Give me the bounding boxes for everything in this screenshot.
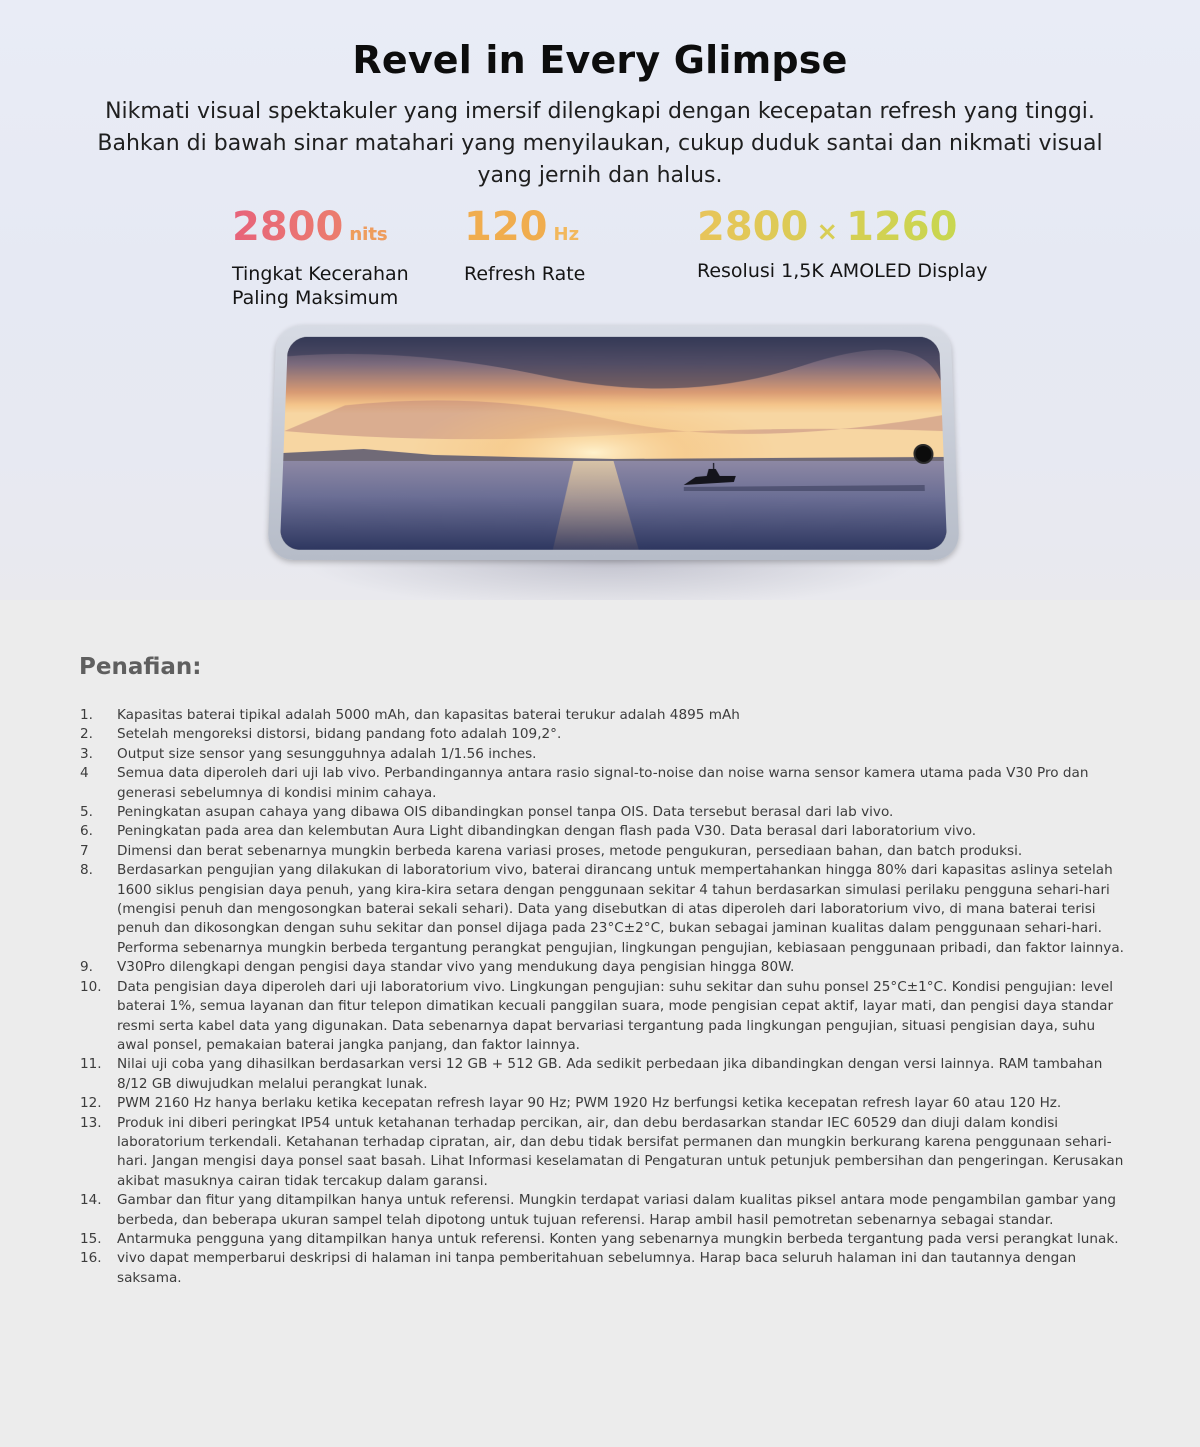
item-number: 1. <box>80 707 93 723</box>
item-text: Semua data diperoleh dari uji lab vivo. Perbandingannya antara rasio signal-to-noise dan noise warna sensor kamera utama pada V30 Pro dan generasi sebelumnya di kondisi minim cahaya. <box>117 765 1089 801</box>
list-item <box>80 1094 1130 1113</box>
stat-refresh-unit: Hz <box>553 224 580 245</box>
list-item <box>80 706 1130 725</box>
item-text: Berdasarkan pengujian yang dilakukan di laboratorium vivo, baterai dirancang untuk mempertahankan hingga 80% dari kapasitas aslinya setelah 1600 siklus pengisian daya penuh, yang kira-kira setara dengan penggunaan sekitar 4 tahun berdasarkan simulasi perilaku pengguna sehari-hari (mengisi penuh dan mengosongkan baterai sekali sehari). Data yang disebutkan di atas diperoleh dari laboratorium vivo, di mana baterai terisi penuh dan dikosongkan dengan suhu sekitar dan ponsel dijaga pada 23°C±2°C, bukan sebagai jaminan kualitas dalam penggunaan sehari-hari. Performa sebenarnya mungkin berbeda tergantung perangkat pengujian, lingkungan pengujian, kebiasaan penggunaan pribadi, dan faktor lainnya. <box>117 862 1124 956</box>
item-text: Data pengisian daya diperoleh dari uji laboratorium vivo. Lingkungan pengujian: suhu sekitar dan suhu ponsel 25°C±1°C. Kondisi pengujian: level baterai 1%, semua layanan dan fitur telepon dimatikan kecuali panggilan suara, mode pengisian cepat aktif, layar mati, dan pengisi daya standar resmi serta kabel data yang digunakan. Data sebenarnya dapat bervariasi tergantung pada lingkungan pengujian, situasi pengisian daya, suhu awal ponsel, pemakaian baterai jangka panjang, dan faktor lainnya. <box>117 978 1114 1053</box>
item-text: vivo dapat memperbarui deskripsi di halaman ini tanpa pemberitahuan sebelumnya. Harap baca seluruh halaman ini dan tautannya dengan saksama. <box>117 1250 1077 1286</box>
list-item <box>80 1191 1130 1230</box>
item-number: 16. <box>80 1250 102 1267</box>
list-item <box>80 978 1130 1056</box>
stat-resolution-value-a: 2800 <box>697 204 809 250</box>
item-number: 3. <box>80 745 93 762</box>
item-text: Setelah mengoreksi distorsi, bidang pandang foto adalah 109,2°. <box>117 726 562 743</box>
item-text: Produk ini diberi peringkat IP54 untuk ketahanan terhadap percikan, air, dan debu berdasarkan standar IEC 60529 dan diuji dalam kondisi laboratorium terkendali. Ketahanan terhadap cipratan, air, dan debu tidak bersifat permanen dan mungkin berkurang karena penggunaan sehari-hari. Jangan mengisi daya ponsel saat basah. Lihat Informasi keselamatan di Pengaturan untuk petunjuk pembersihan dan pengeringan. Kerusakan akibat masuknya cairan tidak tercakup dalam garansi. <box>117 1114 1124 1189</box>
hero-title: Revel in Every Glimpse <box>352 38 848 82</box>
front-camera-icon <box>913 444 934 464</box>
stat-brightness-unit: nits <box>349 224 388 245</box>
stat-resolution-value-b: 1260 <box>846 204 958 250</box>
stat-brightness-value: 2800 <box>232 204 344 250</box>
item-number: 8. <box>80 862 93 879</box>
disclaimer-list <box>80 706 1130 1288</box>
list-item <box>80 1055 1130 1094</box>
stat-brightness-value-row <box>232 204 409 258</box>
item-text: Peningkatan pada area dan kelembutan Aura Light dibandingkan dengan flash pada V30. Data berasal dari laboratorium vivo. <box>117 823 977 840</box>
list-item <box>80 725 1130 744</box>
item-text: Output size sensor yang sesungguhnya adalah 1/1.56 inches. <box>117 745 537 762</box>
item-text: Dimensi dan berat sebenarnya mungkin berbeda karena variasi proses, metode pengukuran, persediaan bahan, dan batch produksi. <box>117 842 1023 859</box>
list-item <box>80 1230 1130 1249</box>
item-number: 6. <box>80 823 93 840</box>
stat-resolution-desc: Resolusi 1,5K AMOLED Display <box>697 260 988 282</box>
phone-image <box>267 325 959 560</box>
item-number: 12. <box>80 1095 102 1112</box>
item-text: Kapasitas baterai tipikal adalah 5000 mAh, dan kapasitas baterai terukur adalah 4895 mAh <box>117 707 740 723</box>
stat-resolution-value-row <box>697 204 987 255</box>
list-item <box>80 764 1130 803</box>
stat-refresh-value-row <box>464 204 585 258</box>
item-number: 15. <box>80 1230 102 1247</box>
item-number: 13. <box>80 1114 102 1131</box>
item-number: 11. <box>80 1056 102 1073</box>
item-text: PWM 2160 Hz hanya berlaku ketika kecepatan refresh layar 90 Hz; PWM 1920 Hz berfungsi ketika kecepatan refresh layar 60 atau 120 Hz. <box>117 1095 1062 1112</box>
sunset-sea-image <box>280 337 947 550</box>
list-item <box>80 1249 1130 1288</box>
list-item <box>80 803 1130 822</box>
item-number: 4 <box>80 765 89 782</box>
stat-refresh-rate <box>464 204 585 286</box>
item-number: 2. <box>80 726 93 743</box>
stat-resolution-separator: × <box>816 217 839 247</box>
phone-screen <box>280 337 947 550</box>
item-text: Peningkatan asupan cahaya yang dibawa OIS dibandingkan ponsel tanpa OIS. Data tersebut berasal dari lab vivo. <box>117 804 894 821</box>
list-item <box>80 745 1130 764</box>
item-text: Nilai uji coba yang dihasilkan berdasarkan versi 12 GB + 512 GB. Ada sedikit perbedaan jika dibandingkan dengan versi lainnya. RAM tambahan 8/12 GB diwujudkan melalui perangkat lunak. <box>117 1056 1103 1092</box>
item-number: 14. <box>80 1192 102 1209</box>
list-item <box>80 958 1130 977</box>
stat-refresh-desc: Refresh Rate <box>464 263 586 285</box>
stat-refresh-value: 120 <box>464 204 548 250</box>
hero-subtitle: Nikmati visual spektakuler yang imersif dilengkapi dengan kecepatan refresh yang tinggi. Bahkan di bawah sinar matahari yang menyilaukan, cukup duduk santai dan nikmati visual yang jernih dan halus. <box>97 99 1103 188</box>
hero-section <box>0 0 1200 600</box>
list-item <box>80 861 1130 958</box>
item-number: 7 <box>80 842 89 859</box>
disclaimer-title: Penafian: <box>79 654 202 680</box>
item-text: Gambar dan fitur yang ditampilkan hanya untuk referensi. Mungkin terdapat variasi dalam kualitas piksel antara mode pengambilan gambar yang berbeda, dan beberapa ukuran sampel telah dipotong untuk tujuan referensi. Harap ambil hasil pemotretan sebenarnya sebagai standar. <box>117 1192 1116 1228</box>
stat-brightness-desc-2: Paling Maksimum <box>232 287 399 309</box>
stat-brightness-desc-1: Tingkat Kecerahan <box>232 263 409 285</box>
list-item <box>80 842 1130 861</box>
item-text: Antarmuka pengguna yang ditampilkan hanya untuk referensi. Konten yang sebenarnya mungkin berbeda tergantung pada versi perangkat lunak. <box>117 1230 1119 1247</box>
disclaimer-section <box>0 600 1200 1447</box>
list-item <box>80 822 1130 841</box>
stat-resolution <box>697 204 987 283</box>
item-number: 5. <box>80 804 93 821</box>
item-text: V30Pro dilengkapi dengan pengisi daya standar vivo yang mendukung daya pengisian hingga 80W. <box>117 959 795 976</box>
item-number: 9. <box>80 959 93 976</box>
stat-brightness <box>232 204 409 310</box>
item-number: 10. <box>80 978 102 995</box>
list-item <box>80 1114 1130 1192</box>
